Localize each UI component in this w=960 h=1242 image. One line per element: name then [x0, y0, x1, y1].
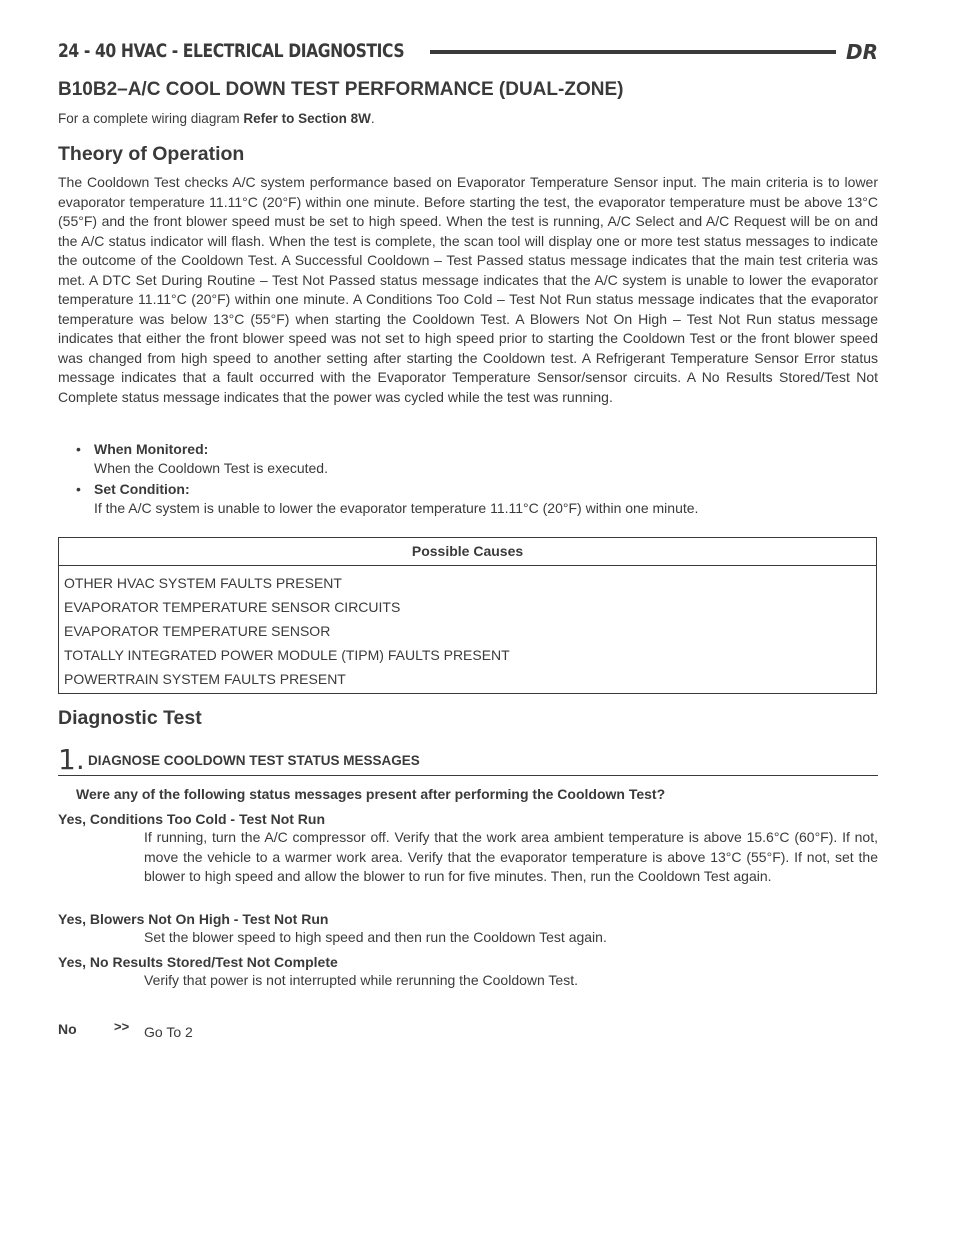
- goto-step-link[interactable]: Go To 2: [144, 1024, 193, 1040]
- step-title: DIAGNOSE COOLDOWN TEST STATUS MESSAGES: [88, 753, 420, 768]
- bullet-text: When the Cooldown Test is executed.: [94, 460, 328, 476]
- possible-causes-table: [58, 537, 877, 694]
- answer-no-label: No: [58, 1021, 77, 1037]
- section-label: 24 - 40 HVAC - ELECTRICAL DIAGNOSTICS: [58, 40, 405, 62]
- cause-item: POWERTRAIN SYSTEM FAULTS PRESENT: [64, 671, 346, 687]
- wiring-link[interactable]: Refer to Section 8W: [243, 111, 371, 126]
- step-number: 1.: [58, 743, 85, 776]
- theory-body: The Cooldown Test checks A/C system performance based on Evaporator Temperature Sensor input. The main criteria is to lower evaporator temperature 11.11°C (20°F) within one minute. Before starting the test, the evaporator temperature must be above 13°C (55°F) and the front blower speed must be set to high speed. When the test is running, A/C Select and A/C Request will be on and the A/C status indicator will flash. When the test is complete, the scan tool will display one or more test status messages to indicate the outcome of the Cooldown Test. A Successful Cooldown – Test Passed status message indicates that the main test criteria was met. A DTC Set During Routine – Test Not Passed status message indicates that the A/C system is unable to lower the evaporator temperature 11.11°C (20°F) within one minute. A Conditions Too Cold – Test Not Run status message indicates that the evaporator temperature was below 13°C (55°F) when starting the Cooldown Test. A Blowers Not On High – Test Not Run status message indicates that either the front blower speed was not set to high speed prior to starting the Cooldown Test or the front blower speed was changed from high speed to another setting after starting the Cooldown test. A Refrigerant Temperature Sensor Error status message indicates that a fault occurred with the Evaporator Temperature Sensor/sensor circuits. A No Results Stored/Test Not Complete status message indicates that the power was cycled while the test was running.: [58, 174, 878, 405]
- cause-item: OTHER HVAC SYSTEM FAULTS PRESENT: [64, 575, 342, 591]
- bullet-label: Set Condition:: [94, 481, 190, 497]
- wiring-suffix: .: [370, 111, 375, 126]
- possible-causes-heading: Possible Causes: [59, 538, 876, 566]
- answer-response: Set the blower speed to high speed and then run the Cooldown Test again.: [144, 929, 607, 945]
- bullet-icon: •: [76, 441, 81, 457]
- answer-response: If running, turn the A/C compressor off. Verify that the work area ambient temperature is above 15.6°C (60°F). If not, move the vehicle to a warmer work area. Verify that the evaporator temperature is above 13°C (55°F). If not, set the blower to high speed and allow the blower to run for five minutes. Then, run the Cooldown Test again.: [144, 829, 878, 884]
- model-code: DR: [845, 40, 878, 64]
- bullet-label: When Monitored:: [94, 441, 209, 457]
- bullet-text: If the A/C system is unable to lower the evaporator temperature 11.11°C (20°F) within one minute.: [94, 500, 699, 516]
- cause-item: EVAPORATOR TEMPERATURE SENSOR: [64, 623, 331, 639]
- header-rule: [430, 50, 836, 54]
- wiring-reference: [58, 111, 375, 126]
- cause-item: EVAPORATOR TEMPERATURE SENSOR CIRCUITS: [64, 599, 401, 615]
- theory-heading: Theory of Operation: [58, 143, 245, 165]
- diagnostic-heading: Diagnostic Test: [58, 707, 202, 729]
- answer-label: Yes, No Results Stored/Test Not Complete: [58, 954, 338, 970]
- answer-response: Verify that power is not interrupted while rerunning the Cooldown Test.: [144, 972, 578, 988]
- page-header: [58, 40, 878, 64]
- step-1-header: [58, 745, 878, 776]
- arrow-icon: >>: [114, 1019, 130, 1034]
- answer-label: Yes, Conditions Too Cold - Test Not Run: [58, 811, 326, 827]
- step-question: Were any of the following status messages present after performing the Cooldown Test?: [76, 786, 666, 802]
- answer-label: Yes, Blowers Not On High - Test Not Run: [58, 911, 329, 927]
- bullet-icon: •: [76, 481, 81, 497]
- cause-item: TOTALLY INTEGRATED POWER MODULE (TIPM) FAULTS PRESENT: [64, 647, 510, 663]
- page-title: B10B2–A/C COOL DOWN TEST PERFORMANCE (DUAL-ZONE): [58, 79, 624, 100]
- wiring-prefix: For a complete wiring diagram: [58, 111, 244, 126]
